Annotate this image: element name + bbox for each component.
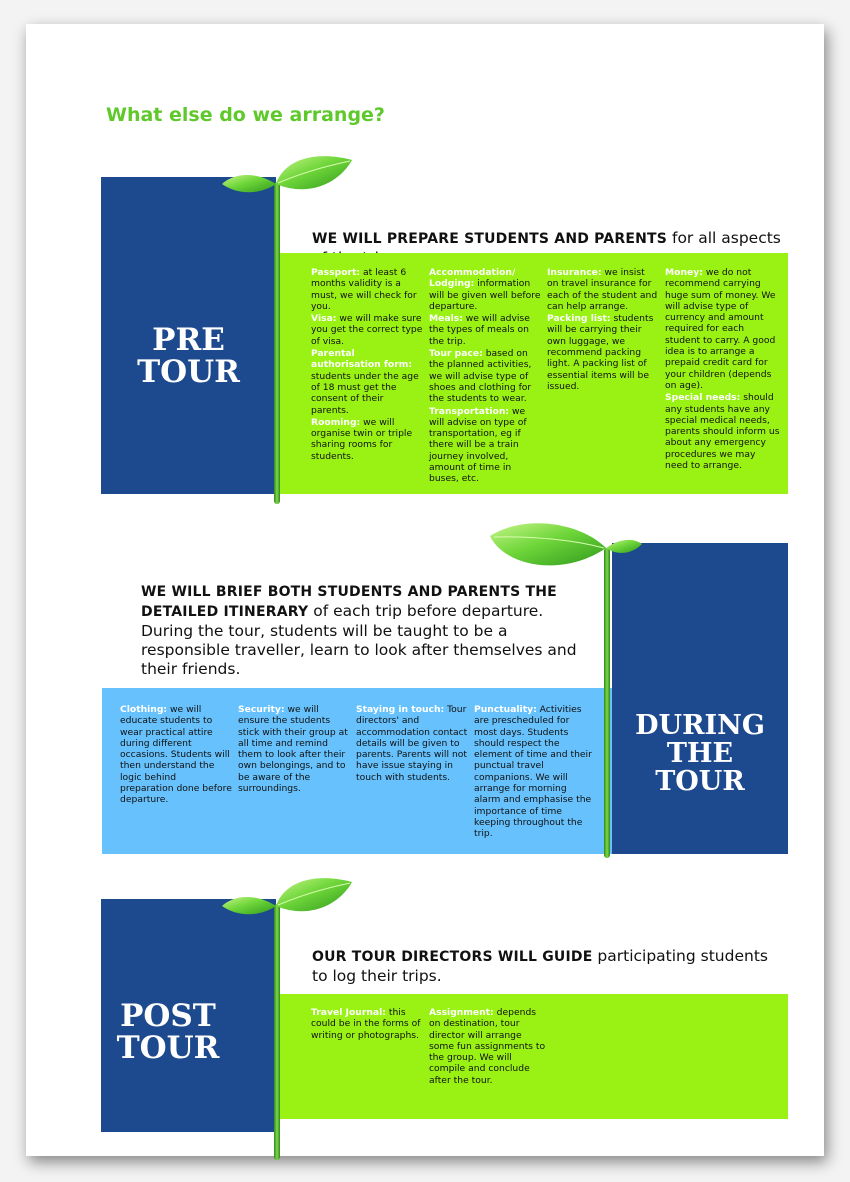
post-tour-intro-lead: OUR TOUR DIRECTORS WILL GUIDE [312, 949, 593, 965]
leaf-sprout-icon [214, 874, 354, 1164]
list-item: Assignment: depends on destination, tour director will arrange some fun assignments to the group. We will compile and conclude after the tour. [429, 1007, 546, 1086]
leaf-sprout-icon [214, 152, 354, 508]
pre-tour-column-4 [665, 267, 781, 489]
pre-tour-columns [311, 267, 781, 489]
list-item: Special needs: should any students have any special medical needs, parents should inform us about any emergency procedures we may need to arrange. [665, 392, 780, 472]
during-tour-label-line1: DURING [635, 710, 765, 741]
list-item: Transportation: we will advise on type of transportation, eg if there will be a train journey involved, amount of time in buses, etc. [429, 405, 527, 485]
list-item: Insurance: we insist on travel insurance for each of the student and can help arrange. [547, 267, 658, 312]
list-item: Packing list: students will be carrying their own luggage, we recommend packing light. A packing list of essential items will be issued. [547, 313, 654, 392]
list-item: Parental authorisation form: students under the age of 18 must get the consent of their parents. [311, 348, 419, 416]
pre-tour-label-line1: PRE [152, 322, 225, 358]
list-item: Clothing: we will educate students to wear practical attire during different occasions. Students will then understand the logic behind preparation done before departure. [120, 704, 232, 806]
during-tour-column-3 [356, 704, 474, 848]
during-tour-label-line2: THE [666, 738, 734, 770]
pre-tour-column-2 [429, 267, 547, 489]
page-title: What else do we arrange? [106, 104, 385, 126]
during-tour-intro-rest: of each trip before departure. During the tour, students will be taught to be a responsible traveller, learn to look after themselves and their friends. [141, 602, 577, 678]
list-item: Tour pace: based on the planned activities, we will advise type of shoes and clothing for the students to wear. [429, 348, 532, 405]
pre-tour-column-3 [547, 267, 665, 489]
during-tour-column-1 [120, 704, 238, 848]
post-tour-column-2 [429, 1007, 547, 1107]
pre-tour-intro-rest: for all aspects [671, 229, 781, 247]
during-tour-label-line3: TOUR [655, 766, 745, 798]
post-tour-label-line2: TOUR [116, 1030, 220, 1067]
list-item: Staying in touch: Tour directors' and accommodation contact details will be given to parents. Parents will not have issue staying in touch with students. [356, 704, 468, 783]
list-item: Rooming: we will organise twin or triple sharing rooms for students. [311, 416, 413, 462]
list-item: Money: we do not recommend carrying huge sum of money. We will advise type of currency and amount required for each student to carry. A good idea is to arrange a prepaid credit card for your children (depends on age). [665, 267, 776, 391]
leaf-sprout-icon [484, 518, 644, 864]
list-item: Security: we will ensure the students stick with their group at all time and remind them to look after their own belongings, and to be aware of the surroundings. [238, 704, 348, 795]
post-tour-intro-rest: participating students to log their trips. [312, 947, 768, 985]
during-tour-intro-lead: WE WILL BRIEF BOTH STUDENTS AND PARENTS THE DETAILED ITINERARY [141, 584, 557, 620]
during-tour-column-2 [238, 704, 356, 848]
list-item: Meals: we will advise the types of meals on the trip. [429, 313, 530, 347]
pre-tour-label-line2: TOUR [137, 354, 240, 391]
list-item: Accommodation/ Lodging: information will be given well before departure. [429, 267, 541, 312]
list-item: Punctuality: Activities are prescheduled for most days. Students should respect the element of time and their punctual travel companions. We will arrange for morning alarm and emphasise the importance of time keeping throughout the trip. [474, 704, 592, 840]
list-item: Travel Journal: this could be in the forms of writing or photographs. [311, 1007, 421, 1041]
post-tour-intro [312, 947, 772, 986]
list-item: Visa: we will make sure you get the correct type of visa. [311, 313, 423, 347]
list-item: Passport: at least 6 months validity is a must, we will check for you. [311, 267, 417, 312]
pre-tour-intro-lead: WE WILL PREPARE STUDENTS AND PARENTS [312, 231, 668, 247]
post-tour-label-line1: POST [120, 998, 216, 1034]
